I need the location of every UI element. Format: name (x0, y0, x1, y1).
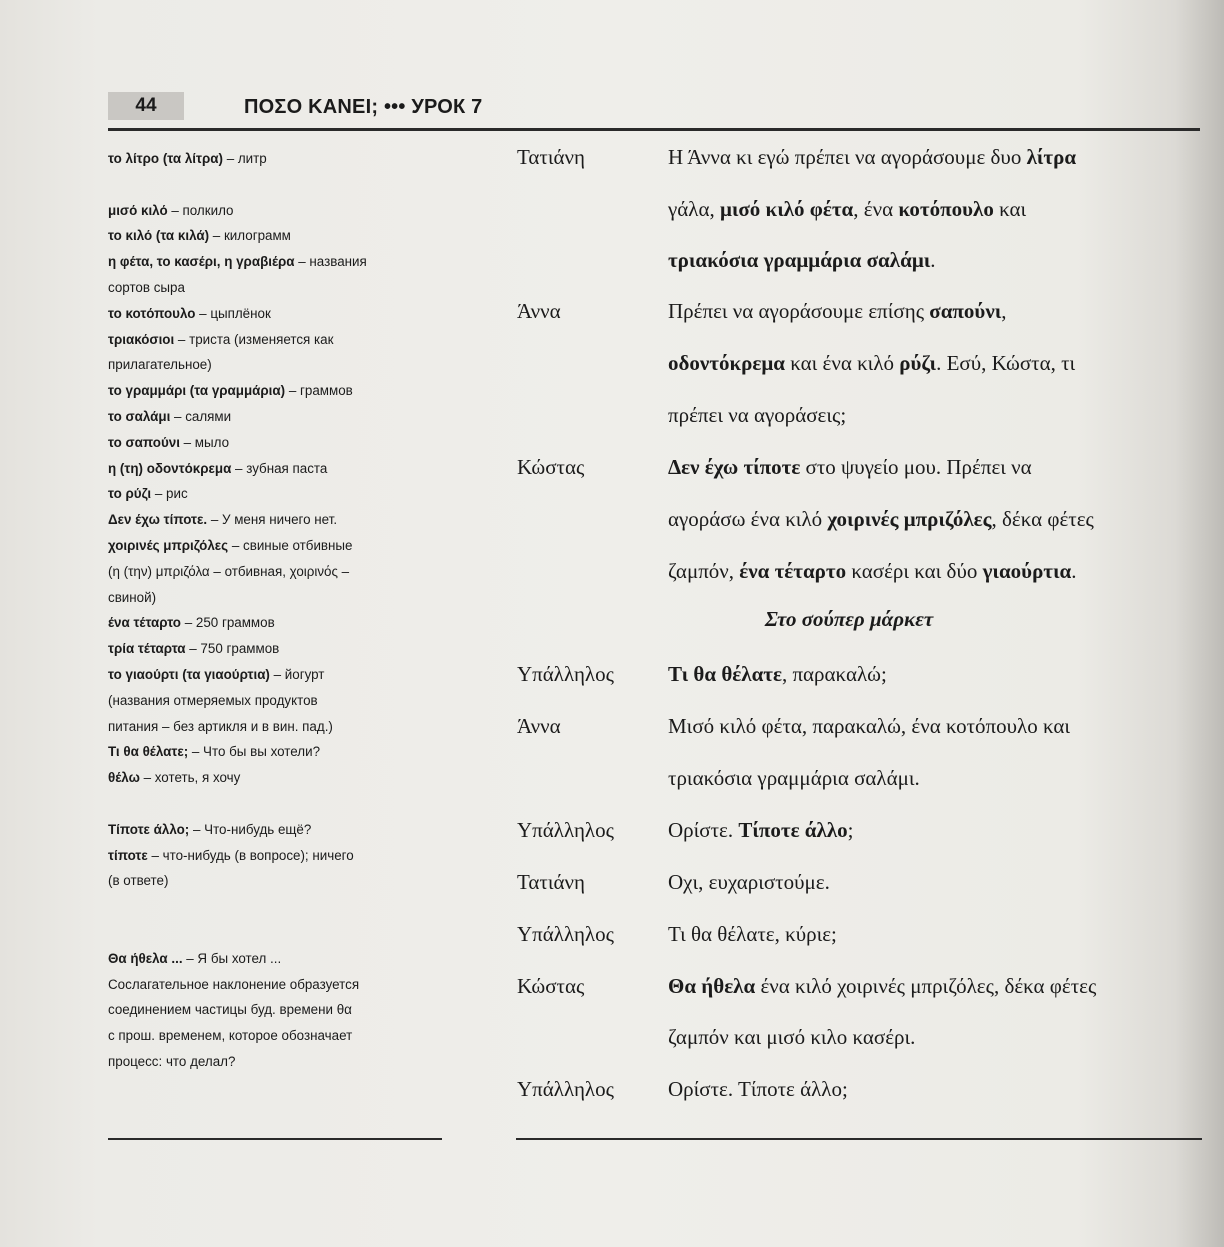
vocab-definition: с прош. временем, которое обозначает (108, 1028, 353, 1044)
speaker-name: Άννα (517, 714, 561, 738)
line-text: ένα κιλό χοιρινές μπριζόλες, δέκα φέτες (755, 974, 1097, 998)
vocab-entry (108, 868, 448, 894)
vocab-term: το γιαούρτι (τα γιαούρτια) (108, 666, 270, 682)
vocab-definition: прилагательное) (108, 357, 212, 373)
line-text: Τι θα θέλατε, κύριε; (668, 922, 837, 946)
dialogue-line (668, 403, 846, 428)
vocab-term: το κοτόπουλο (108, 305, 196, 321)
line-text: αγοράσω ένα κιλό (668, 507, 828, 531)
line-text: τριακόσια γραμμάρια σαλάμι. (668, 766, 920, 790)
vocab-entry (108, 765, 448, 791)
vocab-term: η (τη) οδοντόκρεμα (108, 460, 232, 476)
vocab-entry (108, 327, 448, 353)
line-text: . Εσύ, Κώστα, τι (936, 351, 1076, 375)
footer-rule-left (108, 1138, 442, 1140)
vocab-entry (108, 714, 448, 740)
vocab-entry (108, 301, 448, 327)
vocab-definition: – свиные отбивные (228, 537, 353, 553)
emphasized-text: ρύζι (899, 351, 937, 375)
running-header: ΠΟΣΟ ΚΑΝΕΙ; ••• УРОК 7 (244, 96, 483, 118)
vocab-term: Τι θα θέλατε; (108, 744, 189, 760)
dialogue-line (668, 455, 1032, 480)
vocab-term: τίποτε (108, 847, 148, 863)
vocab-entry (108, 507, 448, 533)
vocab-entry (108, 662, 448, 688)
speaker-name: Τατιάνη (517, 870, 585, 894)
vocab-entry (108, 559, 448, 585)
dialogue-line (668, 299, 1006, 324)
dialogue-line (668, 922, 837, 947)
header-rule (108, 128, 1200, 131)
vocab-definition: сортов сыра (108, 279, 185, 295)
line-text: Ορίστε. (668, 818, 739, 842)
vocab-entry (108, 972, 448, 998)
emphasized-text: σαπούνι (929, 299, 1002, 323)
vocab-definition: – Что бы вы хотели? (188, 744, 321, 760)
emphasized-text: Τίποτε άλλο (738, 818, 848, 842)
vocab-definition: – что-нибудь (в вопросе); ничего (147, 847, 354, 863)
dialogue-line (668, 714, 1070, 739)
line-text: ζαμπόν, (668, 559, 740, 583)
vocab-entry (108, 610, 448, 636)
emphasized-text: μισό κιλό φέτα (719, 197, 854, 221)
vocab-term: τρία τέταρτα (108, 641, 186, 657)
vocab-definition: Сослагательное наклонение образуется (108, 976, 360, 992)
line-text: , ένα (853, 197, 899, 221)
vocab-definition: – зубная паста (231, 460, 328, 476)
vocab-term: το σαπούνι (108, 434, 180, 450)
vocab-entry (108, 636, 448, 662)
dialogue-line (668, 559, 1076, 584)
line-text: Οχι, ευχαριστούμε. (668, 870, 830, 894)
vocab-definition: – салями (170, 408, 232, 424)
vocab-entry (108, 352, 448, 378)
vocab-term: το κιλό (τα κιλά) (108, 228, 210, 244)
vocab-entry (108, 249, 448, 275)
dialogue-line (668, 197, 1026, 222)
line-text: κασέρι και δύο (846, 559, 983, 583)
vocab-definition: – полкило (167, 202, 234, 218)
vocab-entry (108, 456, 448, 482)
emphasized-text: οδοντόκρεμα (668, 351, 785, 375)
vocab-definition: – триста (изменяется как (174, 331, 334, 347)
vocab-term: Τίποτε άλλο; (108, 821, 190, 837)
line-text: , (1001, 299, 1007, 323)
speaker-name: Υπάλληλος (517, 1077, 614, 1101)
vocab-term: το ρύζι (108, 486, 152, 502)
emphasized-text: γιαούρτια (982, 559, 1072, 583)
vocab-definition: питания – без артикля и в вин. пад.) (108, 718, 333, 734)
line-text: , παρακαλώ; (781, 662, 887, 686)
speaker-name: Άννα (517, 299, 561, 323)
vocab-term: το λίτρο (τα λίτρα) (108, 151, 223, 166)
speaker-name: Κώστας (517, 974, 585, 998)
vocab-definition: – 250 граммов (181, 615, 275, 631)
vocab-spacer (108, 894, 448, 920)
vocab-definition: (η (την) μπριζόλα – отбивная, χοιρινός – (108, 563, 350, 579)
vocab-definition: – названия (294, 254, 367, 270)
vocab-definition: (в ответе) (108, 873, 169, 889)
vocab-definition: – мыло (179, 434, 230, 450)
dialogue-line (668, 870, 830, 895)
line-text: γάλα, (668, 197, 720, 221)
vocab-entry (108, 481, 448, 507)
speaker-name: Υπάλληλος (517, 662, 614, 686)
footer-rule-right (516, 1138, 1202, 1140)
vocab-entry (108, 843, 448, 869)
vocab-definition: – граммов (285, 383, 353, 399)
vocab-definition: – килограмм (209, 228, 291, 244)
vocab-entry (108, 817, 448, 843)
dialogue-line (668, 974, 1096, 999)
speaker-name: Υπάλληλος (517, 922, 614, 946)
vocabulary-column (108, 146, 448, 1075)
line-text: Ορίστε. Τίποτε άλλο; (668, 1077, 848, 1101)
dialogue-line (668, 1025, 915, 1050)
dialogue-line (668, 818, 854, 843)
vocab-entry (108, 430, 448, 456)
vocab-entry (108, 378, 448, 404)
vocab-definition: (названия отмеряемых продуктов (108, 692, 318, 708)
line-text: και ένα κιλό (784, 351, 900, 375)
vocab-definition: – рис (151, 486, 188, 502)
line-text: . (930, 248, 936, 272)
vocab-term: θέλω (108, 770, 140, 786)
vocab-entry (108, 688, 448, 714)
vocab-definition: процесс: что делал? (108, 1053, 236, 1069)
vocab-entry (108, 404, 448, 430)
line-text: Μισό κιλό φέτα, παρακαλώ, ένα κοτόπουλο και (668, 714, 1071, 738)
line-text: πρέπει να αγοράσεις; (668, 403, 847, 427)
vocab-spacer (108, 791, 448, 817)
vocab-definition: – йогурт (269, 666, 325, 682)
vocab-entry (108, 223, 448, 249)
emphasized-text: ένα τέταρτο (739, 559, 847, 583)
vocab-term: ένα τέταρτο (108, 615, 181, 631)
vocab-definition: – У меня ничего нет. (207, 512, 338, 528)
vocab-definition: – цыплёнок (195, 305, 271, 321)
dialogue-line (668, 145, 1076, 170)
vocab-entry (108, 533, 448, 559)
vocab-entry (108, 1049, 448, 1075)
vocab-entry (108, 997, 448, 1023)
dialogue-line (668, 507, 1094, 532)
vocab-definition: – Я бы хотел ... (182, 950, 282, 966)
speaker-name: Κώστας (517, 455, 585, 479)
vocab-entry (108, 739, 448, 765)
speaker-name: Τατιάνη (517, 145, 585, 169)
page-number: 44 (108, 92, 184, 120)
vocab-term: χοιρινές μπριζόλες (108, 537, 229, 553)
vocab-term: το σαλάμι (108, 408, 171, 424)
vocab-spacer (108, 920, 448, 946)
vocab-definition: свиной) (108, 589, 157, 605)
emphasized-text: Δεν έχω τίποτε (668, 455, 801, 479)
line-text: ; (847, 818, 854, 842)
dialogue-line (668, 351, 1075, 376)
dialogue-line (668, 766, 920, 791)
speaker-name: Υπάλληλος (517, 818, 614, 842)
emphasized-text: Θα ήθελα (668, 974, 756, 998)
vocab-definition: – 750 граммов (185, 641, 280, 657)
emphasized-text: κοτόπουλο (898, 197, 994, 221)
vocab-term: μισό κιλό (108, 202, 168, 218)
vocab-entry (108, 146, 448, 172)
vocab-term: η φέτα, το κασέρι, η γραβιέρα (108, 254, 295, 270)
dialogue-line (668, 1077, 848, 1102)
line-text: Πρέπει να αγοράσουμε επίσης (668, 299, 930, 323)
vocab-term: Θα ήθελα ... (108, 950, 183, 966)
dialogue-subtitle: Στο σούπερ μάρκετ (764, 607, 934, 631)
vocab-definition: – литр (222, 151, 267, 166)
line-text: ζαμπόν και μισό κιλο κασέρι. (668, 1025, 916, 1049)
emphasized-text: λίτρα (1026, 145, 1077, 169)
vocab-term: το γραμμάρι (τα γραμμάρια) (108, 383, 286, 399)
vocab-definition: – хотеть, я хочу (139, 770, 241, 786)
vocab-definition: соединением частицы буд. времени θα (108, 1002, 352, 1018)
vocab-definition: – Что-нибудь ещё? (189, 821, 312, 837)
line-text: , δέκα φέτες (991, 507, 1094, 531)
emphasized-text: χοιρινές μπριζόλες (827, 507, 992, 531)
dialogue-line (668, 662, 887, 687)
line-text: στο ψυγείο μου. Πρέπει να (800, 455, 1032, 479)
vocab-entry (108, 946, 448, 972)
emphasized-text: Τι θα θέλατε (668, 662, 782, 686)
vocab-entry (108, 275, 448, 301)
vocab-entry (108, 1023, 448, 1049)
line-text: και (993, 197, 1027, 221)
vocab-spacer (108, 172, 448, 198)
line-text: . (1071, 559, 1077, 583)
vocab-entry (108, 585, 448, 611)
vocab-term: Δεν έχω τίποτε. (108, 512, 208, 528)
emphasized-text: τριακόσια γραμμάρια σαλάμι (668, 248, 931, 272)
vocab-term: τριακόσιοι (108, 331, 175, 347)
vocab-entry (108, 198, 448, 224)
dialogue-line (668, 248, 935, 273)
line-text: Η Άννα κι εγώ πρέπει να αγοράσουμε δυο (668, 145, 1027, 169)
